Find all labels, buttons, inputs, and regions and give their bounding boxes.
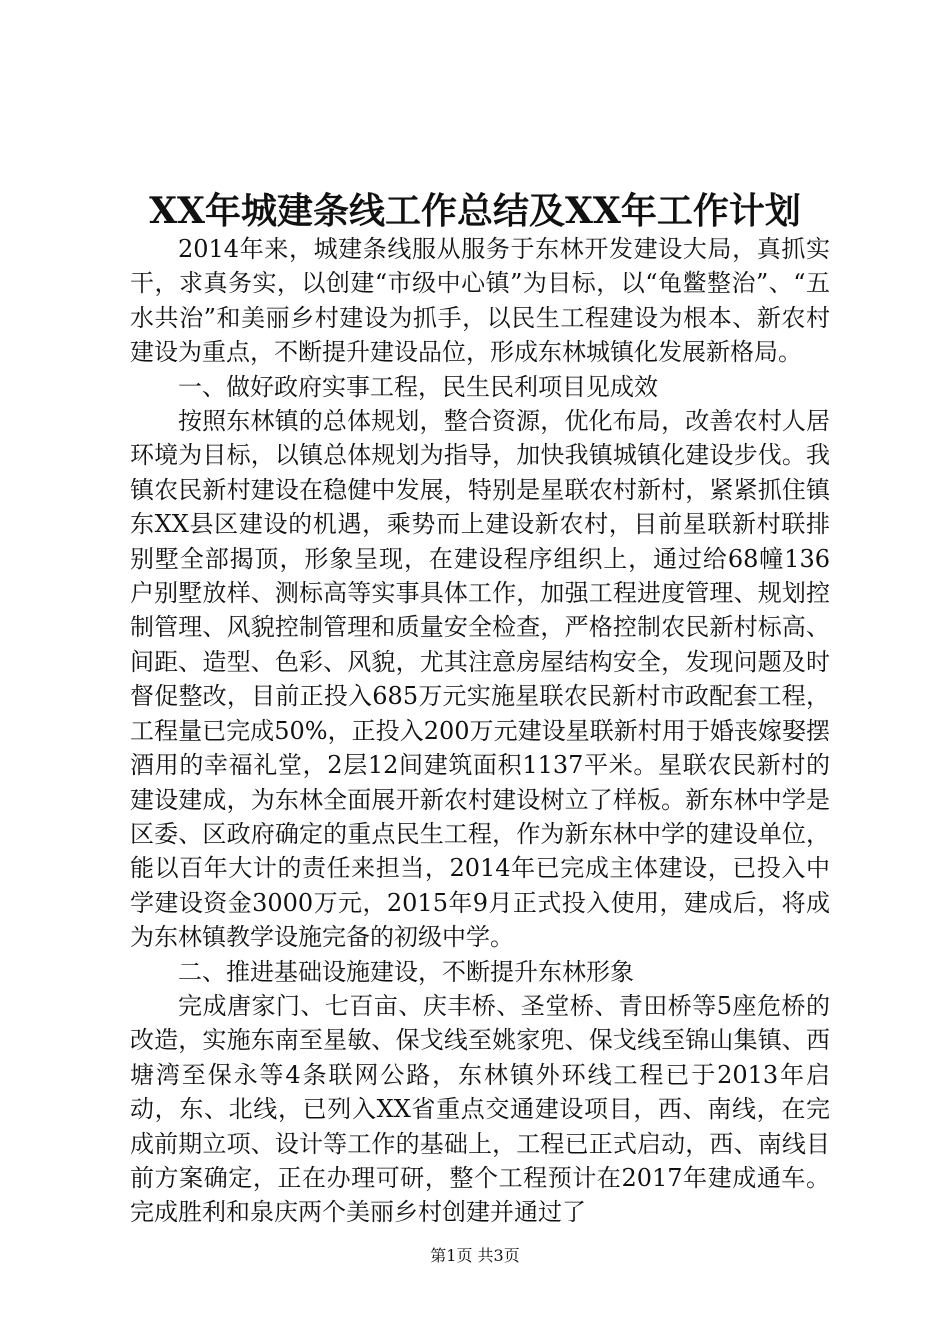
document-body	[130, 232, 830, 1230]
section-2-paragraph: 完成唐家门、七百亩、庆丰桥、圣堂桥、青田桥等5座危桥的改造，实施东南至星敏、保戈线至姚家兜、保戈线至锦山集镇、西塘湾至保永等4条联网公路，东林镇外环线工程已于2013年启动，东、北线，已列入XX省重点交通建设项目，西、南线，在完成前期立项、设计等工作的基础上，工程已正式启动，西、南线目前方案确定，正在办理可研，整个工程预计在2017年建成通车。完成胜利和泉庆两个美丽乡村创建并通过了	[130, 991, 830, 1227]
section-1-paragraph: 按照东林镇的总体规划，整合资源，优化布局，改善农村人居环境为目标，以镇总体规划为指导，加快我镇城镇化建设步伐。我镇农民新村建设在稳健中发展，特别是星联农村新村，紧紧抓住镇东XX县区建设的机遇，乘势而上建设新农村，目前星联新村联排别墅全部揭顶，形象呈现，在建设程序组织上，通过给68幢136户别墅放样、测标高等实事具体工作，加强工程进度管理、规划控制管理、风貌控制管理和质量安全检查，严格控制农民新村标高、间距、造型、色彩、风貌，尤其注意房屋结构安全，发现问题及时督促整改，目前正投入685万元实施星联农民新村市政配套工程，工程量已完成50%，正投入200万元建设星联新村用于婚丧嫁娶摆酒用的幸福礼堂，2层12间建筑面积1137平米。星联农民新村的建设建成，为东林全面展开新农村建设树立了样板。新东林中学是区委、区政府确定的重点民生工程，作为新东林中学的建设单位，能以百年大计的责任来担当，2014年已完成主体建设，已投入中学建设资金3000万元，2015年9月正式投入使用，建成后，将成为东林镇教学设施完备的初级中学。	[130, 407, 830, 952]
section-heading-2: 二、推进基础设施建设，不断提升东林形象	[178, 957, 634, 986]
intro-paragraph: 2014年来，城建条线服从服务于东林开发建设大局，真抓实干，求真务实，以创建“市级中心镇”为目标，以“龟鳖整治”、“五水共治”和美丽乡村建设为抓手，以民生工程建设为根本、新农村建设为重点，不断提升建设品位，形成东林城镇化发展新格局。	[130, 235, 830, 367]
document-title: XX年城建条线工作总结及XX年工作计划	[149, 190, 801, 232]
page-footer: 第1页 共3页	[430, 1246, 520, 1265]
section-heading-1: 一、做好政府实事工程，民生民利项目见成效	[178, 372, 658, 401]
